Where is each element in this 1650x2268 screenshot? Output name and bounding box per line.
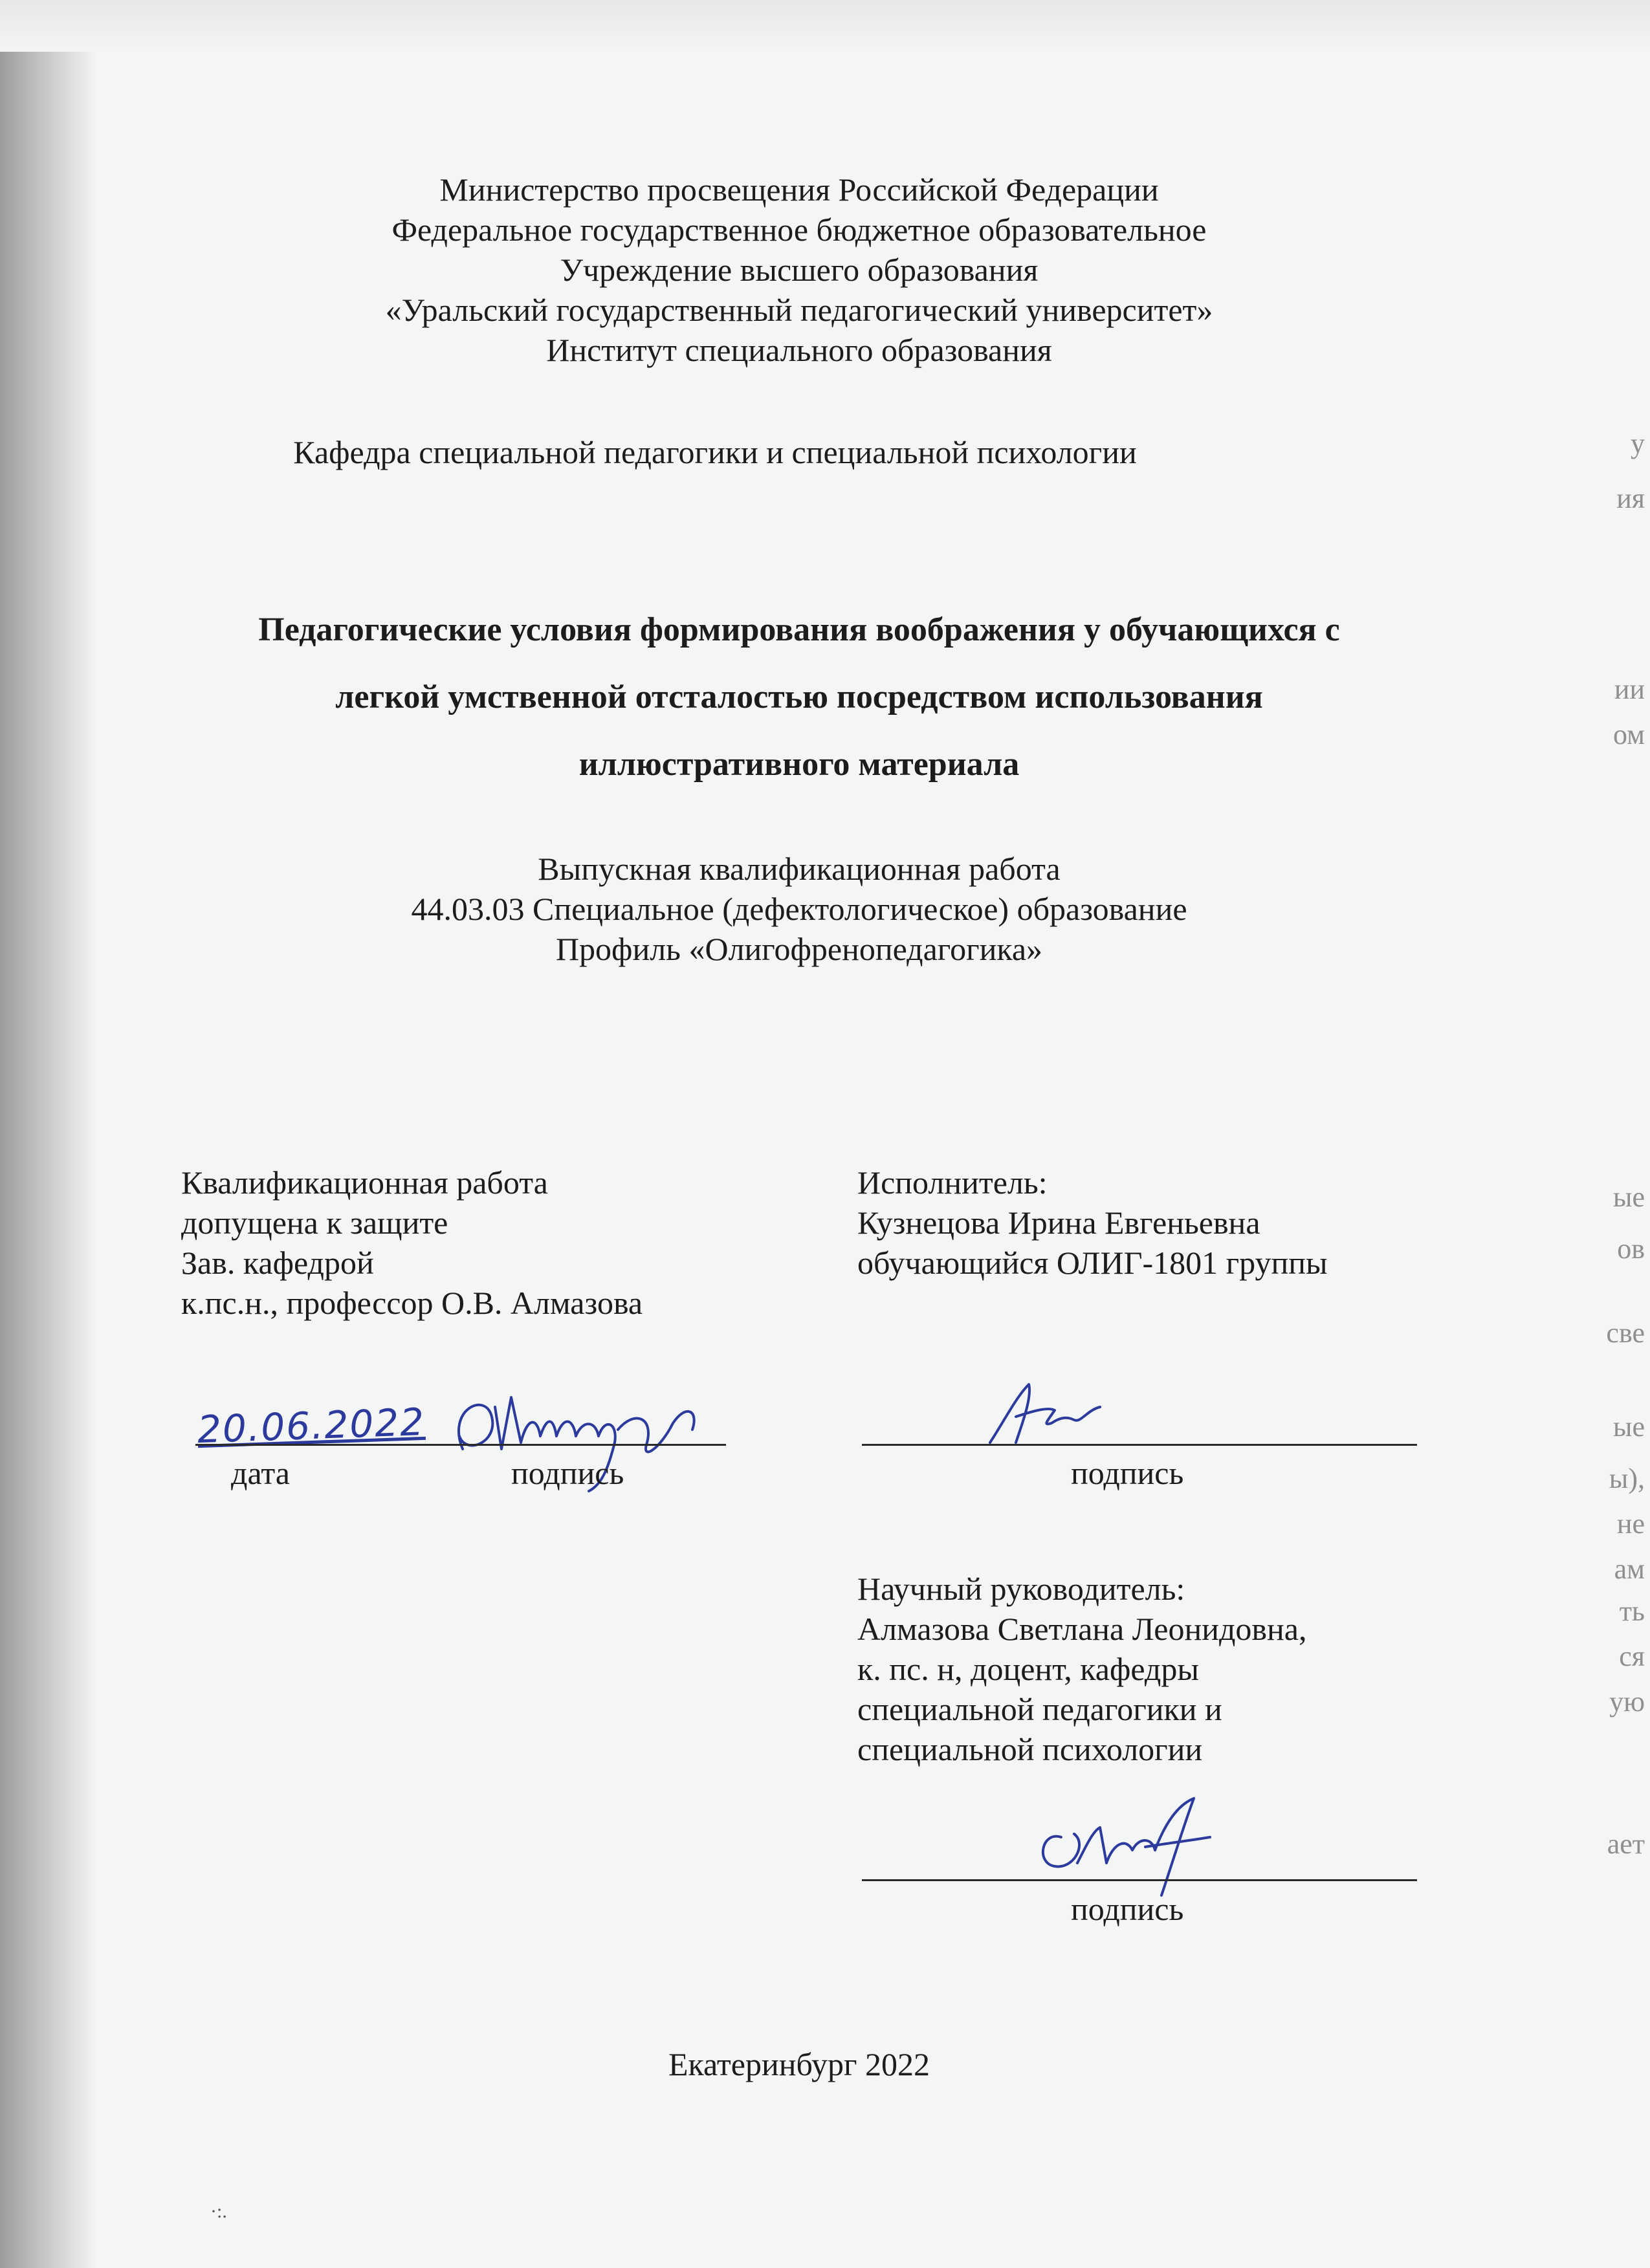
institution-level-line: Учреждение высшего образования bbox=[560, 252, 1039, 288]
supervisor-dept-2: специальной психологии bbox=[857, 1731, 1203, 1767]
university-line: «Уральский государственный педагогический университет» bbox=[385, 292, 1213, 328]
bleed-through-text: ов bbox=[1617, 1233, 1645, 1265]
supervisor-signature-line bbox=[862, 1879, 1417, 1881]
scan-shadow-top bbox=[0, 0, 1650, 52]
executor-heading: Исполнитель: bbox=[857, 1164, 1048, 1201]
bleed-through-text: све bbox=[1606, 1317, 1645, 1349]
work-type-line: Выпускная квалификационная работа bbox=[538, 851, 1061, 887]
bleed-through-text: не bbox=[1616, 1508, 1645, 1540]
ministry-line: Министерство просвещения Российской Федерации bbox=[439, 171, 1159, 208]
bleed-through-text: ам bbox=[1614, 1553, 1645, 1585]
approval-line-4: к.пс.н., профессор О.В. Алмазова bbox=[181, 1285, 643, 1321]
supervisor-degree: к. пс. н, доцент, кафедры bbox=[857, 1651, 1199, 1687]
document-footer bbox=[0, 2044, 1598, 2084]
department-line-block bbox=[0, 432, 1514, 472]
executor-signature-label: подпись bbox=[1071, 1455, 1184, 1491]
profile-line: Профиль «Олигофренопедагогика» bbox=[555, 931, 1043, 967]
institute-line: Институт специального образования bbox=[546, 332, 1052, 368]
bleed-through-text: ые bbox=[1612, 1411, 1645, 1443]
supervisor-dept-1: специальной педагогики и bbox=[857, 1691, 1222, 1727]
department-line: Кафедра специальной педагогики и специальной психологии bbox=[293, 434, 1137, 470]
title-line-3: иллюстративного материала bbox=[578, 746, 1020, 783]
institution-type-line: Федеральное государственное бюджетное образовательное bbox=[391, 212, 1207, 248]
bleed-through-text: ть bbox=[1619, 1595, 1645, 1627]
scan-speck: ·:. bbox=[210, 2201, 227, 2222]
date-label: дата bbox=[231, 1455, 290, 1491]
approval-signature-line bbox=[195, 1444, 726, 1446]
work-description bbox=[0, 849, 1598, 969]
bleed-through-text: ые bbox=[1612, 1181, 1645, 1213]
bleed-through-text: у bbox=[1631, 428, 1645, 459]
document-header bbox=[0, 169, 1598, 370]
approval-line-1: Квалификационная работа bbox=[181, 1164, 548, 1201]
executor-group: обучающийся ОЛИГ-1801 группы bbox=[857, 1245, 1328, 1281]
approval-line-2: допущена к защите bbox=[181, 1205, 448, 1241]
supervisor-block bbox=[857, 1569, 1440, 1769]
handwritten-date: 20.06.2022 bbox=[196, 1399, 426, 1452]
bleed-through-text: ы), bbox=[1609, 1463, 1645, 1494]
supervisor-heading: Научный руководитель: bbox=[857, 1571, 1185, 1607]
bleed-through-text: ии bbox=[1614, 673, 1645, 705]
specialty-line: 44.03.03 Специальное (дефектологическое) образование bbox=[411, 891, 1187, 927]
executor-signature-line bbox=[862, 1444, 1417, 1446]
bleed-through-text: ия bbox=[1616, 483, 1645, 514]
bleed-through-text: ся bbox=[1619, 1641, 1645, 1672]
bleed-through-text: ает bbox=[1607, 1828, 1645, 1860]
supervisor-name: Алмазова Светлана Леонидовна, bbox=[857, 1611, 1307, 1647]
supervisor-signature-label: подпись bbox=[1071, 1891, 1184, 1927]
approval-block bbox=[181, 1162, 764, 1323]
approval-signature-label: подпись bbox=[511, 1455, 624, 1491]
bleed-through-text: ом bbox=[1612, 719, 1645, 750]
bleed-through-text: ую bbox=[1609, 1686, 1645, 1717]
executor-name: Кузнецова Ирина Евгеньевна bbox=[857, 1205, 1260, 1241]
title-line-2: легкой умственной отсталостью посредством использования bbox=[335, 679, 1263, 715]
city-year: Екатеринбург 2022 bbox=[668, 2046, 930, 2082]
approval-line-3: Зав. кафедрой bbox=[181, 1245, 374, 1281]
title-line-1: Педагогические условия формирования воображения у обучающихся с bbox=[258, 611, 1340, 648]
thesis-title bbox=[0, 596, 1598, 798]
handwritten-signature-executor bbox=[971, 1371, 1126, 1456]
executor-block bbox=[857, 1162, 1440, 1283]
